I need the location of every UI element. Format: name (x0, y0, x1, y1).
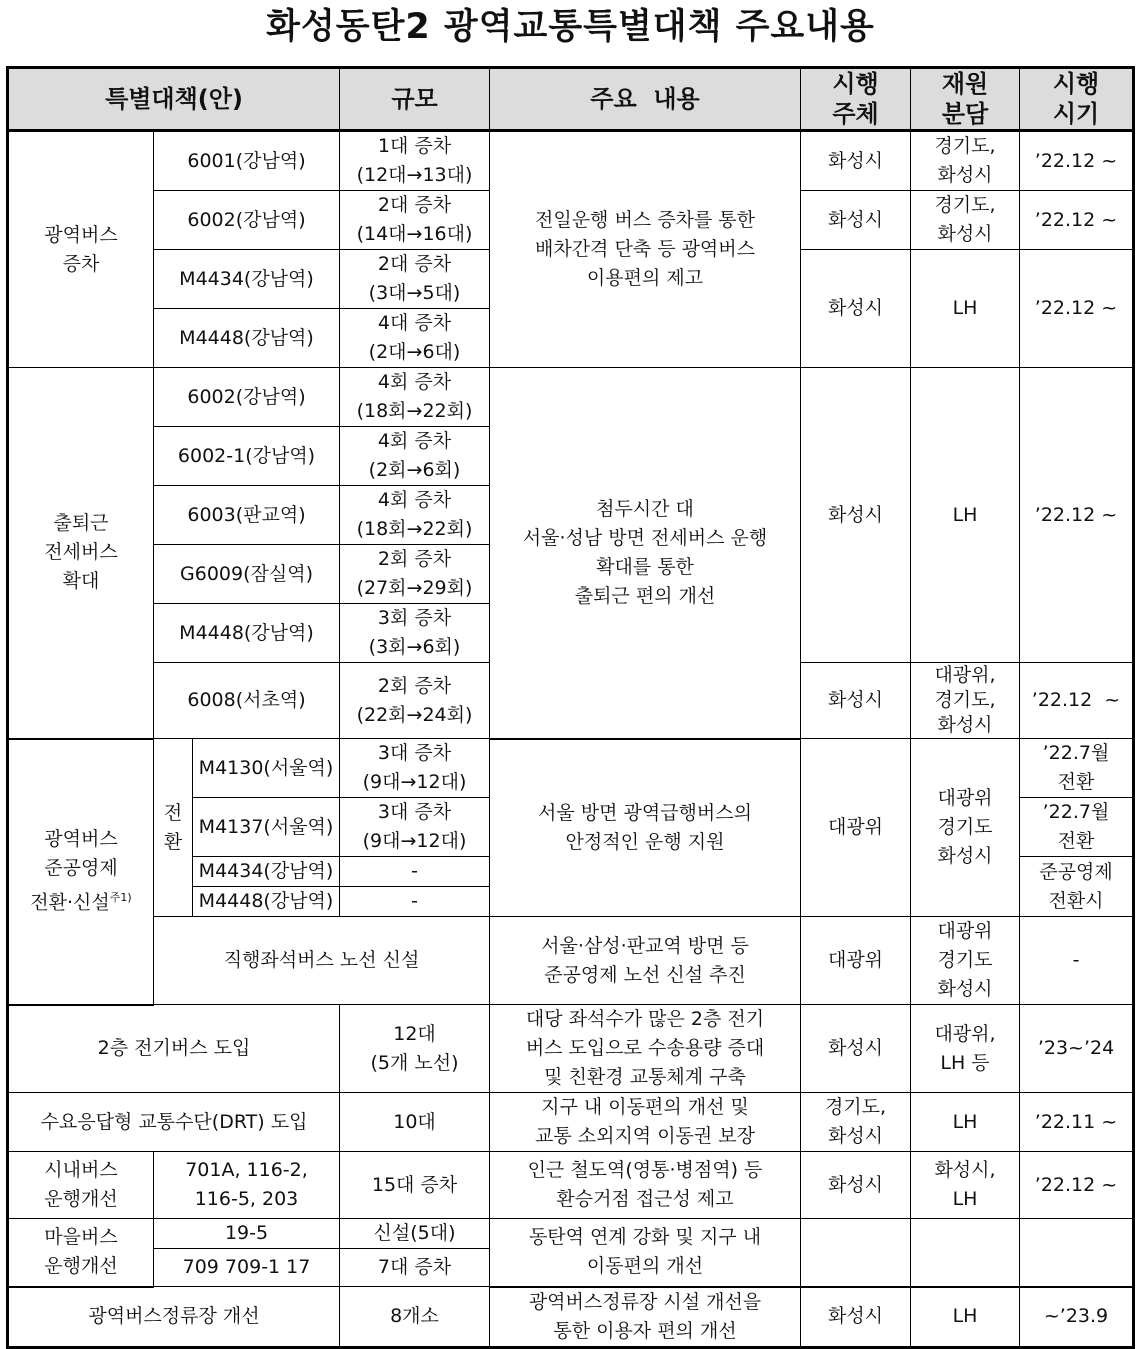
agent-cell: 화성시 (801, 1287, 911, 1348)
table-row (8, 368, 1134, 427)
content-cell: 인근 철도역(영통·병점역) 등 환승거점 접근성 제고 (490, 1152, 801, 1219)
period-cell (1020, 1219, 1134, 1287)
content-cell: 대당 좌석수가 많은 2층 전기 버스 도입으로 수송용량 증대 및 친환경 교통체계 구축 (490, 1005, 801, 1093)
period-cell: ~’23.9 (1020, 1287, 1134, 1348)
scale-cell: 3회 증차 (3회→6회) (340, 604, 490, 663)
fund-cell: LH (911, 368, 1020, 663)
scale-cell: 8개소 (340, 1287, 490, 1348)
section-name-text: 광역버스 준공영제 전환·신설 (30, 828, 118, 914)
header-plan: 특별대책(안) (8, 68, 340, 131)
scale-cell: 2회 증차 (22회→24회) (340, 663, 490, 739)
scale-cell: 2대 증차 (3대→5대) (340, 250, 490, 309)
route-cell: G6009(잠실역) (154, 545, 340, 604)
route-cell: 6001(강남역) (154, 131, 340, 191)
content-cell: 첨두시간 대 서울·성남 방면 전세버스 운행 확대를 통한 출퇴근 편의 개선 (490, 368, 801, 739)
agent-cell: 화성시 (801, 131, 911, 191)
scale-cell: 12대 (5개 노선) (340, 1005, 490, 1093)
scale-cell: 10대 (340, 1093, 490, 1152)
scale-cell: 2대 증차 (14대→16대) (340, 191, 490, 250)
content-cell: 지구 내 이동편의 개선 및 교통 소외지역 이동권 보장 (490, 1093, 801, 1152)
period-cell: - (1020, 917, 1134, 1005)
measures-table (6, 66, 1135, 1349)
scale-cell: 7대 증차 (340, 1249, 490, 1287)
period-cell: ’22.12 ~ (1020, 191, 1134, 250)
footnote-mark: 주1) (109, 891, 132, 905)
agent-cell: 대광위 (801, 739, 911, 917)
scale-cell: 1대 증차 (12대→13대) (340, 131, 490, 191)
scale-cell: 4회 증차 (18회→22회) (340, 368, 490, 427)
scale-cell: 2회 증차 (27회→29회) (340, 545, 490, 604)
section-name: 시내버스 운행개선 (8, 1152, 154, 1219)
header-content: 주요 내용 (490, 68, 801, 131)
route-cell: 6002-1(강남역) (154, 427, 340, 486)
agent-cell: 화성시 (801, 663, 911, 739)
fund-cell: 대광위 경기도 화성시 (911, 739, 1020, 917)
route-cell: 6003(판교역) (154, 486, 340, 545)
agent-cell: 대광위 (801, 917, 911, 1005)
section-name: 마을버스 운행개선 (8, 1219, 154, 1287)
agent-cell: 화성시 (801, 368, 911, 663)
fund-cell: 대광위, 경기도, 화성시 (911, 663, 1020, 739)
content-cell: 서울·삼성·판교역 방면 등 준공영제 노선 신설 추진 (490, 917, 801, 1005)
scale-cell: - (340, 887, 490, 917)
agent-cell: 경기도, 화성시 (801, 1093, 911, 1152)
period-cell: ’23~’24 (1020, 1005, 1134, 1093)
fund-cell: 화성시, LH (911, 1152, 1020, 1219)
route-cell: 6002(강남역) (154, 368, 340, 427)
scale-cell: 3대 증차 (9대→12대) (340, 798, 490, 857)
table-row (8, 131, 1134, 191)
period-cell: ’22.12 ~ (1020, 368, 1134, 663)
route-cell: M4448(강남역) (154, 604, 340, 663)
fund-cell: 대광위, LH 등 (911, 1005, 1020, 1093)
table-row (8, 917, 1134, 1005)
fund-cell: LH (911, 1093, 1020, 1152)
agent-cell: 화성시 (801, 250, 911, 368)
new-line-label: 직행좌석버스 노선 신설 (154, 917, 490, 1005)
period-cell: ’22.12 ~ (1020, 663, 1134, 739)
scale-cell: 3대 증차 (9대→12대) (340, 739, 490, 798)
agent-cell (801, 1219, 911, 1287)
fund-cell: 경기도, 화성시 (911, 191, 1020, 250)
header-period: 시행 시기 (1020, 68, 1134, 131)
scale-cell: 15대 증차 (340, 1152, 490, 1219)
header-fund: 재원 분담 (911, 68, 1020, 131)
agent-cell: 화성시 (801, 191, 911, 250)
period-cell: ’22.12 ~ (1020, 1152, 1134, 1219)
section-name: 출퇴근 전세버스 확대 (8, 368, 154, 739)
scale-cell: - (340, 857, 490, 887)
route-cell: 19-5 (154, 1219, 340, 1249)
content-cell: 광역버스정류장 시설 개선을 통한 이용자 편의 개선 (490, 1287, 801, 1348)
agent-cell: 화성시 (801, 1152, 911, 1219)
period-cell: ’22.12 ~ (1020, 250, 1134, 368)
route-cell: M4448(강남역) (154, 309, 340, 368)
table-row (8, 1093, 1134, 1152)
scale-cell: 신설(5대) (340, 1219, 490, 1249)
conversion-label: 전 환 (154, 739, 193, 917)
header-agent: 시행 주체 (801, 68, 911, 131)
content-cell: 전일운행 버스 증차를 통한 배차간격 단축 등 광역버스 이용편의 제고 (490, 131, 801, 368)
period-cell: ’22.7월 전환 (1020, 739, 1134, 798)
fund-cell (911, 1219, 1020, 1287)
header-row (8, 68, 1134, 131)
fund-cell: 대광위 경기도 화성시 (911, 917, 1020, 1005)
table-row (8, 1287, 1134, 1348)
header-scale: 규모 (340, 68, 490, 131)
table-row (8, 1152, 1134, 1219)
scale-cell: 4대 증차 (2대→6대) (340, 309, 490, 368)
route-cell: M4137(서울역) (193, 798, 340, 857)
scale-cell: 4회 증차 (2회→6회) (340, 427, 490, 486)
route-cell: M4130(서울역) (193, 739, 340, 798)
content-cell: 서울 방면 광역급행버스의 안정적인 운행 지원 (490, 739, 801, 917)
table-row (8, 739, 1134, 798)
content-cell: 동탄역 연계 강화 및 지구 내 이동편의 개선 (490, 1219, 801, 1287)
period-cell: ’22.11 ~ (1020, 1093, 1134, 1152)
section-name: 2층 전기버스 도입 (8, 1005, 340, 1093)
section-name: 광역버스 증차 (8, 131, 154, 368)
period-cell: 준공영제 전환시 (1020, 857, 1134, 917)
fund-cell: LH (911, 1287, 1020, 1348)
fund-cell: LH (911, 250, 1020, 368)
route-cell: 709 709-1 17 (154, 1249, 340, 1287)
route-cell: M4434(강남역) (154, 250, 340, 309)
scale-cell: 4회 증차 (18회→22회) (340, 486, 490, 545)
period-cell: ’22.12 ~ (1020, 131, 1134, 191)
period-cell: ’22.7월 전환 (1020, 798, 1134, 857)
section-name: 수요응답형 교통수단(DRT) 도입 (8, 1093, 340, 1152)
route-cell: M4448(강남역) (193, 887, 340, 917)
route-cell: 6008(서초역) (154, 663, 340, 739)
fund-cell: 경기도, 화성시 (911, 131, 1020, 191)
route-cell: 701A, 116-2, 116-5, 203 (154, 1152, 340, 1219)
route-cell: 6002(강남역) (154, 191, 340, 250)
route-cell: M4434(강남역) (193, 857, 340, 887)
table-row (8, 1219, 1134, 1249)
section-name: 광역버스정류장 개선 (8, 1287, 340, 1348)
page-title: 화성동탄2 광역교통특별대책 주요내용 (266, 7, 875, 47)
agent-cell: 화성시 (801, 1005, 911, 1093)
section-name (8, 739, 154, 1005)
table-row (8, 1005, 1134, 1093)
